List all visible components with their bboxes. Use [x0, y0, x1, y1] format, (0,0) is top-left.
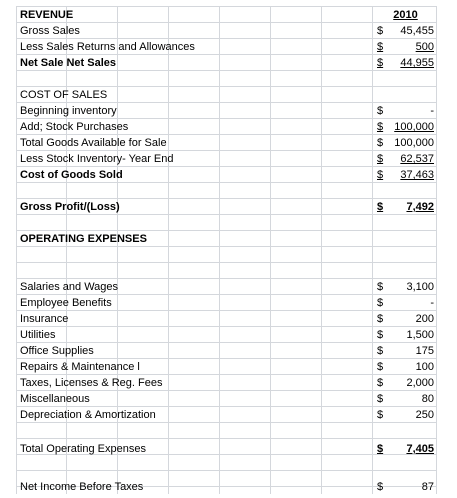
grid-line	[16, 6, 17, 494]
row-amount-stock-purchases: 100,000	[394, 121, 434, 133]
row-amount-stock-inventory: 62,537	[400, 153, 434, 165]
grid-line	[16, 310, 436, 311]
dollar-sign: $	[377, 313, 384, 325]
row-label-depreciation: Depreciation & Amortization	[20, 409, 156, 421]
grid-line	[168, 6, 169, 494]
row-label-misc: Miscellaneous	[20, 393, 90, 405]
row-amount-taxes: 2,000	[406, 377, 434, 389]
row-label-benefits: Employee Benefits	[20, 297, 112, 309]
row-label-cost-of-goods: Cost of Goods Sold	[20, 169, 123, 181]
dollar-sign: $	[377, 329, 384, 341]
grid-line	[16, 422, 436, 423]
grid-line	[16, 86, 436, 87]
grid-line	[16, 22, 436, 23]
grid-line	[16, 326, 436, 327]
dollar-sign: $	[377, 361, 384, 373]
grid-line	[16, 406, 436, 407]
row-label-office-supplies: Office Supplies	[20, 345, 94, 357]
row-amount-gross-profit: 7,492	[406, 201, 434, 213]
grid-line	[321, 6, 322, 494]
grid-line	[16, 134, 436, 135]
grid-line	[16, 470, 436, 471]
grid-line	[16, 102, 436, 103]
row-amount-benefits: -	[430, 297, 434, 309]
row-label-gross-profit: Gross Profit/(Loss)	[20, 201, 120, 213]
grid-line	[16, 118, 436, 119]
dollar-sign: $	[377, 57, 384, 69]
dollar-sign: $	[377, 201, 384, 213]
row-amount-total-operating: 7,405	[406, 443, 434, 455]
grid-line	[16, 374, 436, 375]
row-amount-net-income: 87	[421, 481, 434, 493]
row-amount-cost-of-goods: 37,463	[400, 169, 434, 181]
grid-line	[16, 262, 436, 263]
dollar-sign: $	[377, 443, 384, 455]
dollar-sign: $	[377, 169, 384, 181]
dollar-sign: $	[377, 345, 384, 357]
row-label-returns: Less Sales Returns and Allowances	[20, 41, 195, 53]
row-label-operating-expenses: OPERATING EXPENSES	[20, 233, 147, 245]
row-amount-salaries: 3,100	[406, 281, 434, 293]
grid-line	[16, 230, 436, 231]
grid-line	[16, 342, 436, 343]
dollar-sign: $	[377, 121, 384, 133]
grid-line	[16, 294, 436, 295]
grid-line	[16, 198, 436, 199]
grid-line	[16, 150, 436, 151]
row-label-stock-inventory: Less Stock Inventory- Year End	[20, 153, 174, 165]
grid-line	[219, 6, 220, 494]
row-amount-repairs: 100	[415, 361, 434, 373]
row-label-goods-available: Total Goods Available for Sale	[20, 137, 167, 149]
row-amount-gross-sales: 45,455	[400, 25, 434, 37]
row-amount-goods-available: 100,000	[394, 137, 434, 149]
row-label-cost-of-sales: COST OF SALES	[20, 89, 108, 101]
grid-line	[16, 182, 436, 183]
row-label-taxes: Taxes, Licenses & Reg. Fees	[20, 377, 163, 389]
row-label-revenue: REVENUE	[20, 9, 74, 21]
row-amount-insurance: 200	[415, 313, 434, 325]
grid-line	[16, 54, 436, 55]
grid-line	[16, 358, 436, 359]
dollar-sign: $	[377, 409, 384, 421]
row-amount-net-sales: 44,955	[400, 57, 434, 69]
row-amount-depreciation: 250	[415, 409, 434, 421]
grid-line	[16, 38, 436, 39]
row-label-repairs: Repairs & Maintenance l	[20, 361, 140, 373]
dollar-sign: $	[377, 393, 384, 405]
grid-line	[372, 6, 373, 494]
grid-line	[16, 214, 436, 215]
grid-line	[16, 6, 436, 7]
dollar-sign: $	[377, 25, 384, 37]
row-label-insurance: Insurance	[20, 313, 69, 325]
year-header: 2010	[393, 9, 418, 21]
grid-line	[16, 278, 436, 279]
dollar-sign: $	[377, 105, 384, 117]
row-amount-misc: 80	[421, 393, 434, 405]
dollar-sign: $	[377, 41, 384, 53]
row-amount-office-supplies: 175	[415, 345, 434, 357]
grid-line	[436, 6, 437, 494]
grid-line	[16, 246, 436, 247]
row-label-beginning-inventory: Beginning inventory	[20, 105, 117, 117]
dollar-sign: $	[377, 377, 384, 389]
row-amount-utilities: 1,500	[406, 329, 434, 341]
dollar-sign: $	[377, 481, 384, 493]
row-label-gross-sales: Gross Sales	[20, 25, 80, 37]
grid-line	[16, 390, 436, 391]
row-amount-returns: 500	[415, 41, 434, 53]
row-label-utilities: Utilities	[20, 329, 56, 341]
row-label-stock-purchases: Add; Stock Purchases	[20, 121, 129, 133]
dollar-sign: $	[377, 281, 384, 293]
row-label-total-operating: Total Operating Expenses	[20, 443, 146, 455]
grid-line	[16, 166, 436, 167]
dollar-sign: $	[377, 297, 384, 309]
row-label-net-income: Net Income Before Taxes	[20, 481, 144, 493]
grid-line	[16, 70, 436, 71]
dollar-sign: $	[377, 153, 384, 165]
grid-line	[270, 6, 271, 494]
grid-line	[16, 438, 436, 439]
row-amount-beginning-inventory: -	[430, 105, 434, 117]
dollar-sign: $	[377, 137, 384, 149]
row-label-net-sales: Net Sale Net Sales	[20, 57, 116, 69]
row-label-salaries: Salaries and Wages	[20, 281, 119, 293]
